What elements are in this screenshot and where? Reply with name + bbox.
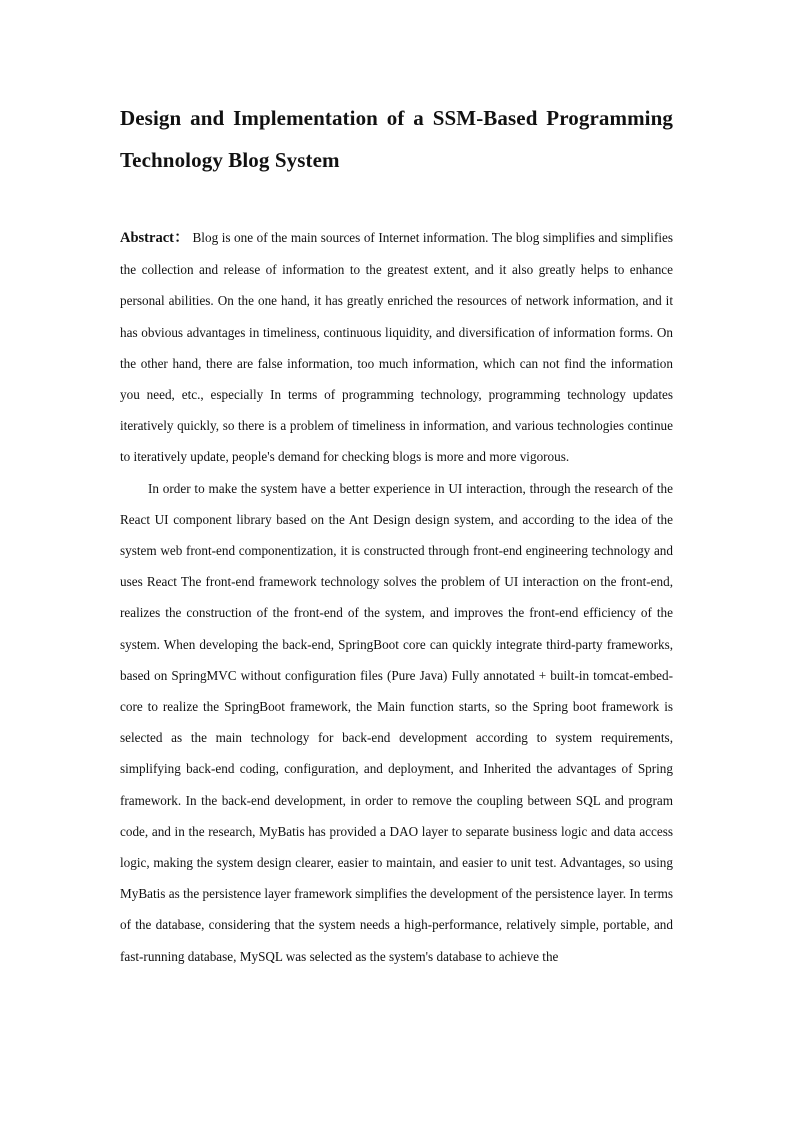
abstract-paragraph-1-text: Blog is one of the main sources of Internet information. The blog simplifies and simplifies the collection and release of information to the greatest extent, and it also greatly helps to enhance personal abilities. On the one hand, it has greatly enriched the resources of network information, and it has obvious advantages in timeliness, continuous liquidity, and diversification of information forms. On the other hand, there are false information, too much information, which can not find the information you need, etc., especially In terms of programming technology, programming technology updates iteratively quickly, so there is a problem of timeliness in information, and various technologies continue to iteratively update, people's demand for checking blogs is more and more vigorous.: [120, 230, 673, 465]
abstract-paragraph-2: In order to make the system have a better experience in UI interaction, through the research of the React UI component library based on the Ant Design design system, and according to the idea of the system web front-end componentization, it is constructed through front-end engineering technology and uses React The front-end framework technology solves the problem of UI interaction on the front-end, realizes the construction of the front-end of the system, and improves the front-end efficiency of the system. When developing the back-end, SpringBoot core can quickly integrate third-party frameworks, based on SpringMVC without configuration files (Pure Java) Fully annotated + built-in tomcat-embed-core to realize the SpringBoot framework, the Main function starts, so the Spring boot framework is selected as the main technology for back-end development according to system requirements, simplifying back-end coding, configuration, and deployment, and Inherited the advantages of Spring framework. In the back-end development, in order to remove the coupling between SQL and program code, and in the research, MyBatis has provided a DAO layer to separate business logic and data access logic, making the system design clearer, easier to maintain, and easier to unit test. Advantages, so using MyBatis as the persistence layer framework simplifies the development of the persistence layer. In terms of the database, considering that the system needs a high-performance, relatively simple, portable, and fast-running database, MySQL was selected as the system's database to achieve the: [120, 480, 673, 964]
abstract-paragraph-1: [120, 222, 673, 473]
abstract-section: [120, 222, 673, 972]
abstract-label: Abstract：: [120, 230, 189, 246]
paper-title: Design and Implementation of a SSM-Based Programming Technology Blog System: [120, 106, 673, 172]
